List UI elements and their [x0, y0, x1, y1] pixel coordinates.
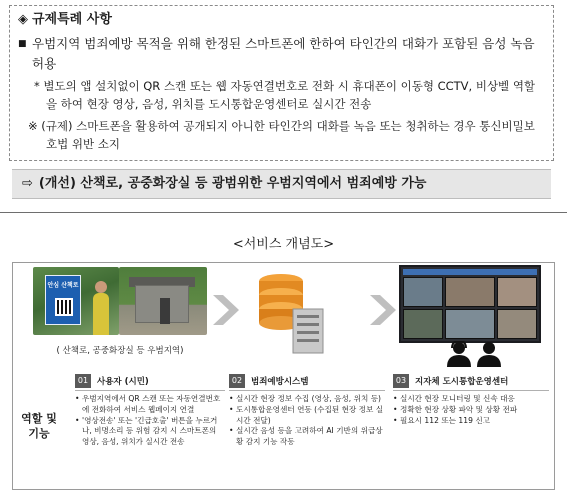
section-divider: [0, 212, 567, 213]
list-item-text: '영상전송' 또는 '긴급호출' 버튼을 누르거나, 비명소리 등 위험 감지 시 스마트폰의 영상, 음성, 위치가 실시간 전송: [82, 415, 218, 447]
main-item-text: 우범지역 범죄예방 목적을 위해 한정된 스마트폰에 한하여 타인간의 대화가 포함된 음성 녹음 허용: [32, 36, 535, 71]
monitor-header: [403, 269, 537, 275]
step-number-badge: 01: [75, 374, 91, 388]
list-item-text: 우범지역에서 QR 스캔 또는 자동연결번호에 전화하여 서비스 웹페이지 연결: [82, 394, 221, 414]
column-items: [75, 394, 225, 448]
column-header: [75, 371, 225, 391]
column-operation-center: [393, 371, 549, 483]
list-item: • 필요시 112 또는 119 신고: [393, 415, 490, 425]
list-item: • 실시간 현장 모니터링 및 신속 대응: [393, 394, 515, 403]
list-item: • 실시간 현장 정보 수집 (영상, 음성, 위치 등): [229, 394, 382, 403]
square-bullet-icon: ■: [18, 39, 27, 49]
list-item-text: 도시통합운영센터 연동 (수집된 현장 정보 실시간 전달): [236, 404, 384, 425]
list-item-text: 실시간 현장 정보 수집 (영상, 음성, 위치 등): [236, 394, 382, 403]
photo-caption: ( 산책로, 공중화장실 등 우범지역): [56, 346, 184, 356]
restroom-door: [160, 298, 170, 324]
cctv-feed: [445, 277, 495, 307]
column-items: [393, 394, 549, 426]
person-head: [95, 281, 107, 293]
list-item-text: 필요시 112 또는 119 신고: [400, 415, 490, 425]
improvement-banner: [12, 169, 551, 199]
service-diagram-panel: [12, 262, 555, 490]
trail-photo: [33, 267, 119, 335]
cctv-feed: [403, 309, 443, 339]
special-case-title: [18, 10, 545, 30]
column-user: [75, 371, 225, 483]
list-item-text: 정확한 현장 상황 파악 및 상황 전파: [400, 404, 518, 414]
database-server-icon: [251, 271, 331, 355]
cctv-feed: [497, 277, 537, 307]
column-prevention-system: [229, 371, 385, 483]
person-figure: [93, 293, 109, 335]
improvement-text: (개선) 산책로, 공중화장실 등 광범위한 우범지역에서 범죄예방 가능: [38, 176, 427, 191]
column-header: [393, 371, 549, 391]
role-function-label: 역할 및 기능: [21, 412, 57, 440]
column-title: 지자체 도시통합운영센터: [415, 376, 509, 387]
list-item: • 정확한 현장 상황 파악 및 상황 전파: [393, 404, 518, 414]
control-center-monitor: [399, 265, 541, 343]
restroom-photo: [119, 267, 207, 335]
step-number-badge: 02: [229, 374, 245, 388]
list-item: • '영상전송' 또는 '긴급호출' 버튼을 누르거나, 비명소리 등 위험 감지 시 스마트폰의 영상, 음성, 위치가 실시간 전송: [75, 415, 218, 447]
chevron-right-icon: [213, 295, 239, 325]
list-item: • 실시간 음성 등을 고려하여 AI 기반의 위급상황 감지 기능 작동: [229, 426, 383, 447]
sub-item: * 별도의 앱 설치없이 QR 스캔 또는 웹 자동연결번호로 전화 시 휴대폰이 이동형 CCTV, 비상벨 역할을 하여 현장 영상, 음성, 위치를 도시통합운영센터로 실시간 전송: [34, 79, 536, 111]
cctv-feed: [497, 309, 537, 339]
list-item: • 우범지역에서 QR 스캔 또는 자동연결번호에 전화하여 서비스 웹페이지 연결: [75, 394, 221, 414]
restroom-building: [135, 285, 189, 323]
column-title: 사용자 (시민): [97, 376, 149, 387]
column-items: [229, 394, 385, 448]
main-item: [18, 34, 545, 73]
step-number-badge: 03: [393, 374, 409, 388]
regulation-note: ※ (규제) 스마트폰을 활용하여 공개되지 아니한 타인간의 대화를 녹음 또는 청취하는 경우 통신비밀보호법 위반 소지: [28, 119, 535, 151]
sign-text: 안심 산책로: [47, 282, 79, 289]
list-item-text: 실시간 현장 모니터링 및 신속 대응: [400, 394, 515, 403]
list-item: • 도시통합운영센터 연동 (수집된 현장 정보 실시간 전달): [229, 404, 384, 425]
cctv-feed: [403, 277, 443, 307]
safe-trail-sign: [45, 275, 81, 325]
diamond-icon: ◈: [18, 12, 28, 27]
cctv-feed: [445, 309, 495, 339]
service-diagram-title: <서비스 개념도>: [232, 237, 335, 252]
column-header: [229, 371, 385, 391]
qr-code-icon: [55, 298, 73, 316]
arrow-right-icon: ⇨: [22, 176, 33, 191]
special-case-box: [9, 5, 554, 161]
list-item-text: 실시간 음성 등을 고려하여 AI 기반의 위급상황 감지 기능 작동: [236, 426, 383, 447]
chevron-right-icon: [370, 295, 396, 325]
special-case-title-text: 규제특례 사항: [32, 12, 112, 27]
operators-icon: [441, 341, 507, 367]
column-title: 범죄예방시스템: [251, 376, 309, 387]
